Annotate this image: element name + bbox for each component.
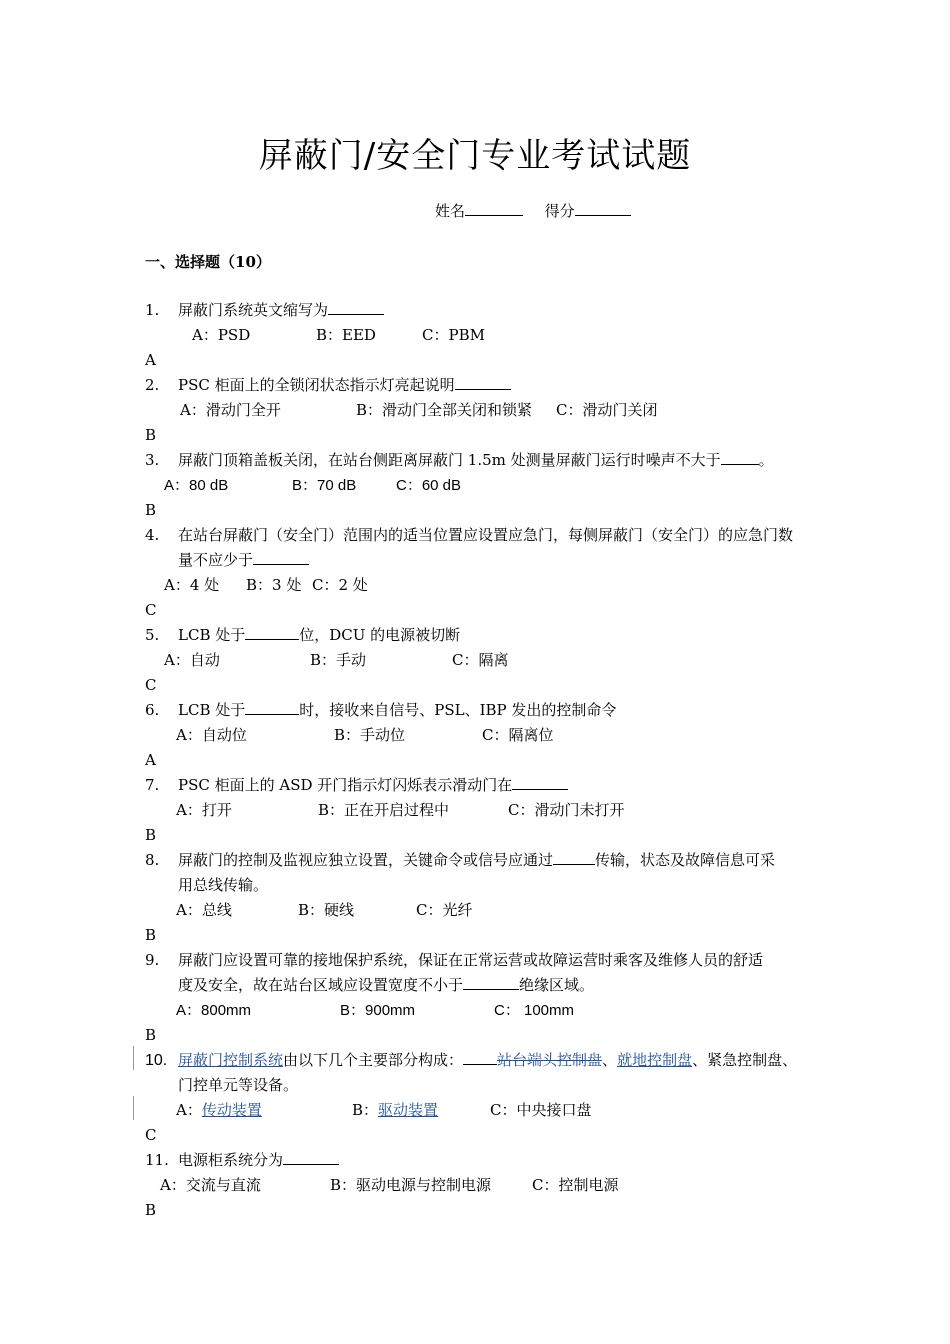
option-c: C：PBM — [422, 326, 485, 344]
question-9 — [145, 948, 815, 973]
option-b-link[interactable]: 驱动装置 — [378, 1101, 439, 1119]
question-number: 6. — [145, 701, 160, 719]
answer-9: B — [145, 1026, 157, 1044]
option-b: B：70 dB — [292, 477, 357, 494]
question-text: 电源柜系统分为 — [178, 1151, 284, 1169]
option-b: B：手动位 — [334, 726, 406, 744]
answer-1: A — [145, 351, 156, 369]
question-text: 屏蔽门的控制及监视应独立设置，关键命令或信号应通过 — [178, 851, 554, 869]
question-tail: 绝缘区域。 — [519, 976, 595, 994]
question-3 — [145, 448, 815, 473]
question-text: LCB 处于 — [178, 701, 246, 719]
option-a: A：4 处 — [164, 576, 220, 594]
answer-7: B — [145, 826, 157, 844]
question-number: 10. — [145, 1052, 168, 1069]
option-c: C：隔离位 — [482, 726, 554, 744]
question-4-continued — [178, 548, 309, 573]
answer-6: A — [145, 751, 156, 769]
option-c: C：60 dB — [396, 477, 462, 494]
option-c: C：控制电源 — [532, 1176, 619, 1194]
question-10-continued: 门控单元等设备。 — [178, 1076, 299, 1094]
answer-blank — [721, 450, 759, 465]
answer-blank — [245, 700, 299, 715]
answer-5: C — [145, 676, 157, 694]
option-b: B：3 处 — [246, 576, 302, 594]
question-number: 2. — [145, 376, 160, 394]
option-c: C：隔离 — [452, 651, 509, 669]
option-c: C：2 处 — [312, 576, 368, 594]
option-a: A：自动位 — [176, 726, 247, 744]
question-number: 7. — [145, 776, 160, 794]
option-b: B：正在开启过程中 — [318, 801, 450, 819]
answer-11: B — [145, 1201, 157, 1219]
question-text: 屏蔽门应设置可靠的接地保护系统，保证在正常运营或故障运营时乘客及维修人员的舒适 — [178, 951, 764, 969]
question-9-continued — [178, 973, 594, 998]
answer-blank — [283, 1150, 339, 1165]
separator: 、 — [602, 1051, 618, 1069]
option-a: A：PSD — [192, 326, 251, 344]
score-blank[interactable] — [575, 201, 631, 216]
question-2 — [145, 373, 815, 398]
question-4 — [145, 523, 815, 548]
question-text: PSC 柜面上的全锁闭状态指示灯亮起说明 — [178, 376, 455, 394]
revision-bar — [133, 1096, 134, 1120]
question-text: PSC 柜面上的 ASD 开门指示灯闪烁表示滑动门在 — [178, 776, 513, 794]
answer-8: B — [145, 926, 157, 944]
option-a: A：自动 — [164, 651, 220, 669]
question-tail: 位，DCU 的电源被切断 — [299, 626, 461, 644]
option-prefix: B： — [352, 1101, 379, 1119]
answer-blank — [463, 1050, 497, 1065]
question-8 — [145, 848, 815, 873]
name-score-line — [435, 200, 631, 221]
question-text: 屏蔽门顶箱盖板关闭，在站台侧距离屏蔽门 1.5m 处测量屏蔽门运行时噪声不大于 — [178, 451, 721, 469]
question-number: 9. — [145, 951, 160, 969]
answer-blank — [553, 850, 595, 865]
answer-blank — [463, 975, 519, 990]
revision-bar — [133, 1046, 134, 1070]
answer-blank — [455, 375, 511, 390]
question-tail: 、紧急控制盘、 — [692, 1051, 798, 1069]
option-b: B：EED — [316, 326, 376, 344]
option-b: B：滑动门全部关闭和锁紧 — [356, 401, 533, 419]
option-a — [176, 1098, 262, 1123]
question-number: 1. — [145, 301, 160, 319]
question-number: 11. — [145, 1151, 169, 1169]
option-c: C：滑动门未打开 — [508, 801, 625, 819]
question-tail: 传输，状态及故障信息可采 — [595, 851, 776, 869]
question-text: 由以下几个主要部分构成： — [283, 1051, 464, 1069]
answer-10: C — [145, 1126, 157, 1144]
option-b: B：900mm — [340, 1002, 416, 1019]
option-a-link[interactable]: 传动装置 — [201, 1101, 262, 1119]
option-c: C： 100mm — [494, 1002, 575, 1019]
question-number: 4. — [145, 526, 160, 544]
question-text-cont: 度及安全，故在站台区域应设置宽度不小于 — [178, 976, 464, 994]
option-prefix: A： — [176, 1101, 202, 1119]
option-b: B：硬线 — [298, 901, 355, 919]
option-a: A：打开 — [176, 801, 232, 819]
question-6 — [145, 698, 815, 723]
option-a: A：交流与直流 — [160, 1176, 261, 1194]
answer-blank — [512, 775, 568, 790]
question-1 — [145, 298, 815, 323]
question-link-2[interactable]: 就地控制盘 — [617, 1051, 693, 1069]
question-text: 屏蔽门系统英文缩写为 — [178, 301, 329, 319]
question-8-continued: 用总线传输。 — [178, 876, 269, 894]
option-a: A：滑动门全开 — [180, 401, 281, 419]
score-label: 得分 — [544, 202, 575, 220]
answer-4: C — [145, 601, 157, 619]
answer-3: B — [145, 501, 157, 519]
option-c: C：光纤 — [416, 901, 473, 919]
question-text: LCB 处于 — [178, 626, 246, 644]
option-b: B：驱动电源与控制电源 — [330, 1176, 492, 1194]
name-blank[interactable] — [465, 201, 523, 216]
deleted-text: 站台端头控制盘 — [497, 1051, 603, 1069]
option-a: A：800mm — [176, 1002, 252, 1019]
option-c: C：中央接口盘 — [490, 1101, 592, 1119]
answer-blank — [253, 550, 309, 565]
page-title: 屏蔽门/安全门专业考试试题 — [258, 136, 692, 176]
option-a: A：80 dB — [164, 477, 229, 494]
question-7 — [145, 773, 815, 798]
question-link[interactable]: 屏蔽门控制系统 — [178, 1051, 284, 1069]
option-c: C：滑动门关闭 — [556, 401, 658, 419]
option-a: A：总线 — [176, 901, 232, 919]
name-label: 姓名 — [435, 202, 466, 220]
question-11 — [145, 1148, 815, 1173]
option-b — [352, 1098, 438, 1123]
question-tail: 时，接收来自信号、PSL、IBP 发出的控制命令 — [299, 701, 617, 719]
section-heading: 一、选择题（10） — [145, 253, 271, 271]
question-5 — [145, 623, 815, 648]
question-number: 3. — [145, 451, 160, 469]
answer-blank — [328, 300, 384, 315]
answer-2: B — [145, 426, 157, 444]
question-number: 8. — [145, 851, 160, 869]
question-text-cont: 量不应少于 — [178, 551, 254, 569]
question-tail: 。 — [758, 451, 774, 469]
option-b: B：手动 — [310, 651, 367, 669]
question-text: 在站台屏蔽门（安全门）范围内的适当位置应设置应急门，每侧屏蔽门（安全门）的应急门数 — [178, 526, 794, 544]
answer-blank — [245, 625, 299, 640]
question-10 — [145, 1048, 835, 1073]
question-number: 5. — [145, 626, 160, 644]
